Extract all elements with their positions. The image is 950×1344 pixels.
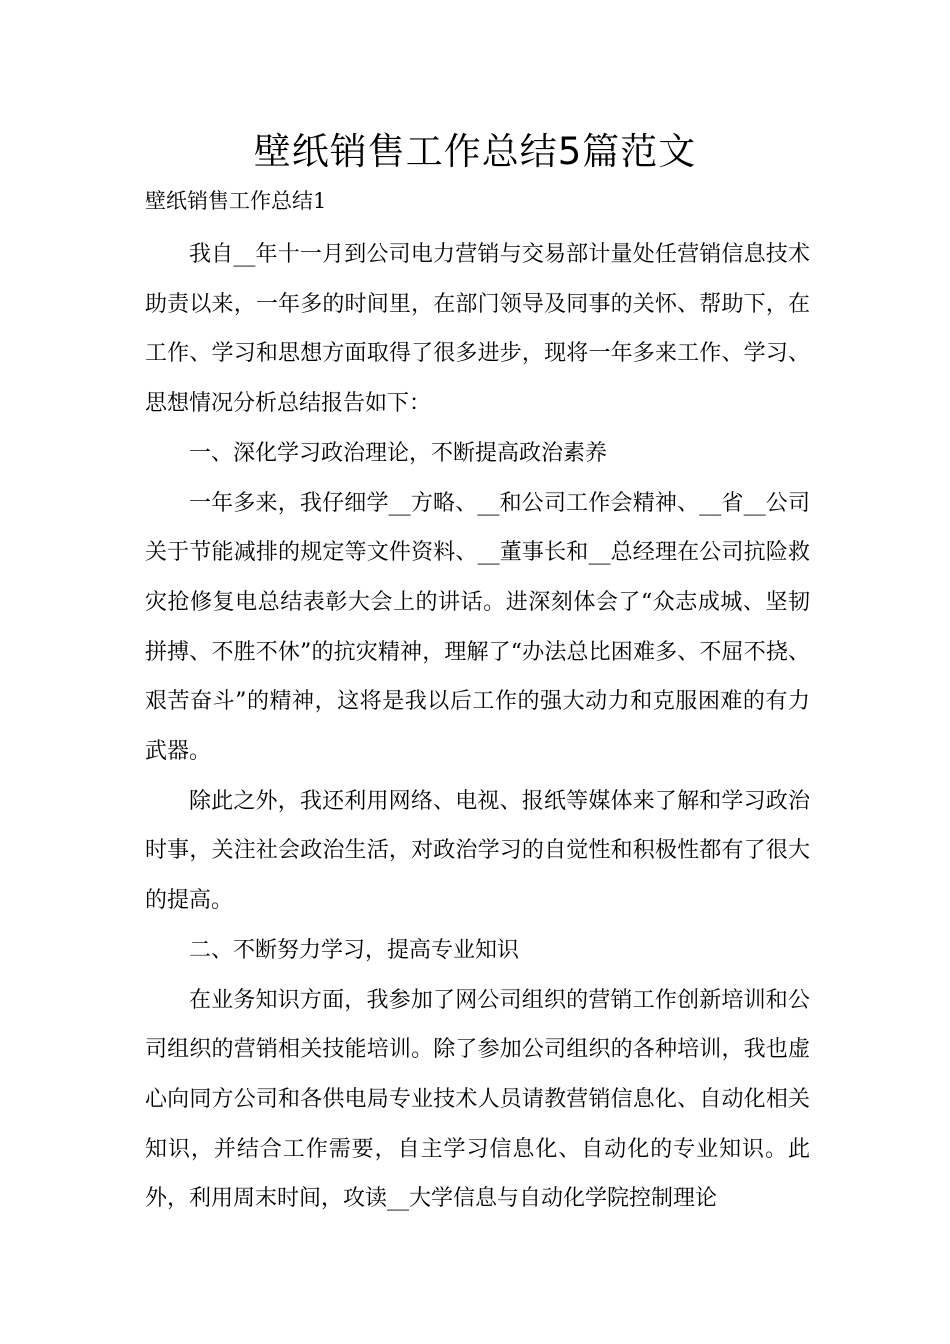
paragraph-professional-study: 在业务知识方面，我参加了网公司组织的营销工作创新培训和公司组织的营销相关技能培训。除了参加公司组织的各种培训，我也虚心向同方公司和各供电局专业技术人员请教营销信息化、自动化相关知识，并结合工作需要，自主学习信息化、自动化的专业知识。此外，利用周末时间，攻读__大学信息与自动化学院控制理论 <box>145 987 810 1212</box>
section-subtitle: 壁纸销售工作总结1 <box>145 189 327 213</box>
paragraph-intro: 我自__年十一月到公司电力营销与交易部计量处任营销信息技术助责以来，一年多的时间里，在部门领导及同事的关怀、帮助下，在工作、学习和思想方面取得了很多进步，现将一年多来工作、学习、思想情况分析总结报告如下： <box>145 242 810 417</box>
heading-professional-study: 二、不断努力学习，提高专业知识 <box>189 937 520 963</box>
document-body <box>145 230 810 1224</box>
document-title: 壁纸销售工作总结5篇范文 <box>253 130 697 173</box>
paragraph-media-study: 除此之外，我还利用网络、电视、报纸等媒体来了解和学习政治时事，关注社会政治生活，对政治学习的自觉性和积极性都有了很大的提高。 <box>145 788 810 914</box>
heading-political-study: 一、深化学习政治理论，不断提高政治素养 <box>189 440 608 466</box>
paragraph-political-study: 一年多来，我仔细学__方略、__和公司工作会精神、__省__公司关于节能减排的规定等文件资料、__董事长和__总经理在公司抗险救灾抢修复电总结表彰大会上的讲话。进深刻体会了“众志成城、坚韧拼搏、不胜不休”的抗灾精神，理解了“办法总比困难多、不屈不挠、艰苦奋斗”的精神，这将是我以后工作的强大动力和克服困难的有力武器。 <box>145 490 810 765</box>
